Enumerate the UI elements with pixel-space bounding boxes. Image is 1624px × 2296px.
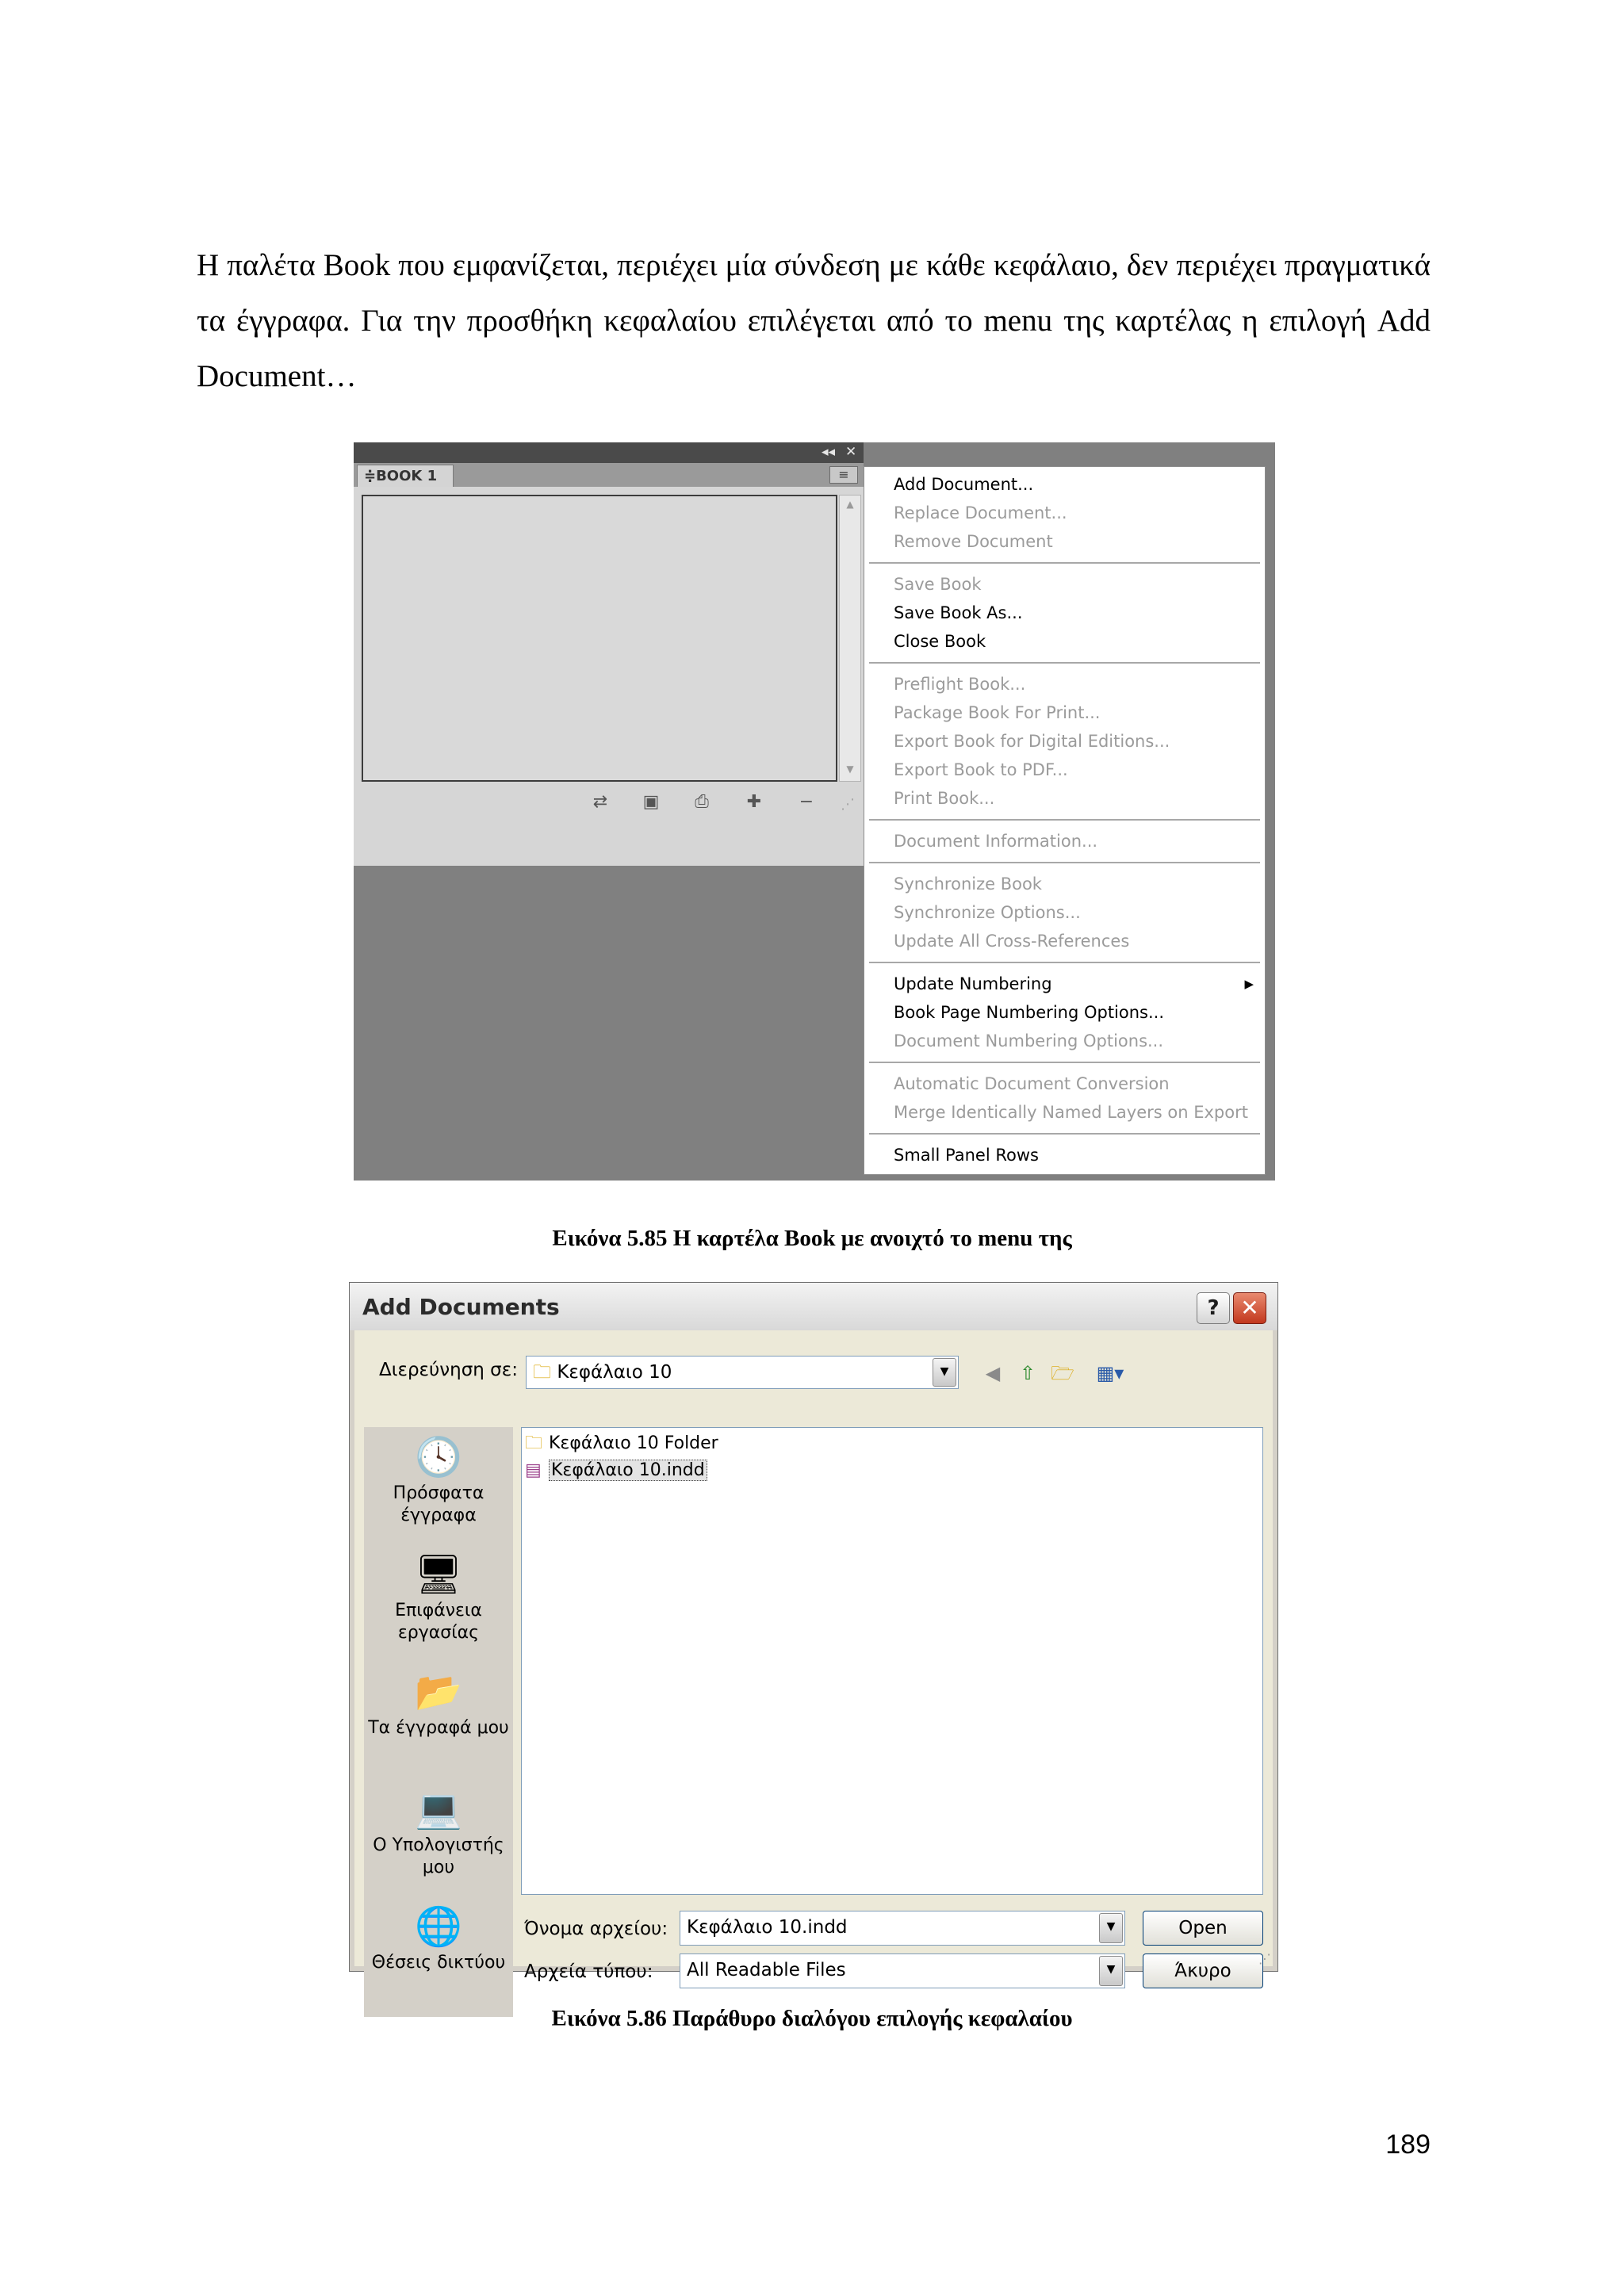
menu-separator (869, 562, 1260, 564)
open-button[interactable]: Open (1143, 1911, 1263, 1946)
menu-item (864, 898, 1265, 927)
add-documents-dialog (349, 1282, 1278, 1982)
dialog-title-bar (350, 1283, 1277, 1330)
menu-item (864, 527, 1265, 556)
chevron-down-icon[interactable]: ▼ (933, 1358, 956, 1387)
place-recent-documents[interactable]: 🕓 Πρόσφατα έγγραφα (364, 1435, 513, 1527)
recent-documents-icon: 🕓 (415, 1435, 462, 1479)
menu-item-label: Merge Identically Named Layers on Export (894, 1103, 1248, 1122)
resize-grip-icon[interactable]: ⋰ (1258, 1951, 1271, 1966)
look-in-value: Κεφάλαιο 10 (557, 1362, 672, 1383)
menu-item (864, 670, 1265, 698)
filename-value: Κεφάλαιο 10.indd (687, 1917, 848, 1938)
my-computer-icon: 💻 (415, 1787, 462, 1831)
help-button[interactable]: ? (1197, 1292, 1230, 1324)
desktop-icon: 🖥 (414, 1552, 463, 1597)
network-places-icon: 🌐 (415, 1904, 462, 1949)
menu-item-label: Automatic Document Conversion (894, 1074, 1170, 1093)
add-icon[interactable]: ✚ (746, 792, 762, 812)
collapse-icon[interactable]: ◂◂ (822, 444, 836, 460)
look-in-select[interactable] (526, 1356, 959, 1389)
menu-item (864, 727, 1265, 756)
new-folder-icon[interactable]: 🗁 (1051, 1362, 1074, 1384)
place-my-documents[interactable]: 📂 Τα έγγραφά μου (364, 1670, 513, 1739)
menu-separator (869, 819, 1260, 821)
menu-item-label: Small Panel Rows (894, 1146, 1039, 1165)
menu-item-label: Update All Cross-References (894, 932, 1130, 951)
chevron-down-icon[interactable]: ▼ (1099, 1913, 1123, 1943)
menu-item-label: Print Book... (894, 789, 995, 808)
menu-item-label: Add Document... (894, 475, 1034, 494)
close-icon[interactable]: ✕ (845, 444, 857, 460)
menu-item-label: Package Book For Print... (894, 703, 1101, 722)
sync-icon[interactable]: ⇄ (592, 792, 608, 812)
remove-icon[interactable]: − (799, 792, 814, 812)
book-panel-figure (354, 442, 1275, 1181)
back-icon[interactable]: ◀ (985, 1362, 1001, 1384)
chevron-down-icon[interactable]: ▼ (1099, 1956, 1123, 1986)
menu-item-label: Preflight Book... (894, 675, 1026, 694)
page-number: 189 (1385, 2130, 1431, 2160)
menu-item-label: Update Numbering (894, 974, 1052, 993)
submenu-arrow-icon: ▶ (1244, 977, 1254, 991)
folder-icon: 🗀 (533, 1362, 551, 1383)
menu-item-label: Document Numbering Options... (894, 1031, 1164, 1050)
menu-item-label: Export Book to PDF... (894, 760, 1068, 779)
menu-item[interactable] (864, 627, 1265, 656)
book-document-list[interactable] (362, 495, 837, 782)
menu-item-label: Export Book for Digital Editions... (894, 732, 1170, 751)
menu-item[interactable] (864, 970, 1265, 998)
filename-label: Όνομα αρχείου: (524, 1919, 668, 1939)
menu-item (864, 698, 1265, 727)
menu-item-label: Book Page Numbering Options... (894, 1003, 1165, 1022)
list-scrollbar[interactable] (839, 495, 861, 782)
folder-icon: 🗀 (525, 1433, 543, 1453)
menu-item (864, 1098, 1265, 1127)
resize-grip-icon[interactable]: ⋰ (841, 796, 855, 813)
close-button[interactable]: ✕ (1233, 1292, 1266, 1324)
place-network-places[interactable]: 🌐 Θέσεις δικτύου (364, 1904, 513, 1974)
tab-book-1[interactable]: ≑BOOK 1 (357, 465, 454, 487)
file-list[interactable] (521, 1427, 1263, 1895)
menu-item (864, 870, 1265, 898)
menu-item (864, 927, 1265, 955)
book-panel-body (354, 487, 864, 866)
place-desktop[interactable]: 🖥 Επιφάνεια εργασίας (364, 1552, 513, 1644)
cancel-button[interactable]: Άκυρο (1143, 1954, 1263, 1988)
menu-item-label: Remove Document (894, 532, 1053, 551)
filetype-value: All Readable Files (687, 1960, 846, 1980)
filetype-label: Αρχεία τύπου: (524, 1961, 653, 1982)
menu-separator (869, 862, 1260, 863)
figure-caption-1: Εικόνα 5.85 Η καρτέλα Book με ανοιχτό το menu της (552, 1226, 1072, 1251)
scroll-up-icon[interactable]: ▲ (846, 499, 854, 510)
list-item[interactable]: ▤ Κεφάλαιο 10.indd (525, 1458, 707, 1483)
menu-item-label: Document Information... (894, 832, 1098, 851)
look-in-label: Διερεύνηση σε: (379, 1360, 518, 1380)
place-my-computer[interactable]: 💻 Ο Υπολογιστής μου (364, 1787, 513, 1879)
menu-separator (869, 962, 1260, 963)
body-paragraph: Η παλέτα Book που εμφανίζεται, περιέχει μία σύνδεση με κάθε κεφάλαιο, δεν περιέχει πραγματικά τα έγγραφα. Για την προσθήκη κεφαλαίου επιλέγεται από το menu της καρτέλας η επιλογή Add Document… (197, 248, 1431, 393)
menu-item (864, 499, 1265, 527)
panel-tab-row (354, 463, 864, 488)
list-item[interactable]: 🗀 Κεφάλαιο 10 Folder (525, 1431, 718, 1456)
figure-caption-2: Εικόνα 5.86 Παράθυρο διαλόγου επιλογής κεφαλαίου (551, 2006, 1073, 2031)
print-icon[interactable]: ⎙ (695, 792, 709, 812)
menu-item (864, 1027, 1265, 1055)
menu-item (864, 756, 1265, 784)
panel-title-bar (354, 442, 864, 463)
filename-field[interactable] (680, 1911, 1125, 1946)
places-bar (364, 1427, 513, 2017)
menu-item (864, 1070, 1265, 1098)
menu-separator (869, 662, 1260, 664)
menu-item-label: Synchronize Options... (894, 903, 1081, 922)
views-menu-icon[interactable]: ▦▾ (1096, 1362, 1124, 1384)
menu-item[interactable] (864, 470, 1265, 499)
menu-item-label: Replace Document... (894, 503, 1067, 522)
filetype-select[interactable] (680, 1954, 1125, 1988)
menu-item-label: Close Book (894, 632, 986, 651)
scroll-down-icon[interactable]: ▼ (846, 763, 854, 775)
panel-menu-button[interactable]: ≡ (829, 466, 858, 484)
menu-separator (869, 1062, 1260, 1063)
menu-item[interactable] (864, 1141, 1265, 1169)
indesign-file-icon: ▤ (525, 1460, 542, 1480)
menu-separator (869, 1133, 1260, 1135)
dialog-title: Add Documents (362, 1294, 560, 1320)
my-documents-icon: 📂 (415, 1670, 462, 1714)
up-folder-icon[interactable]: ⇧ (1019, 1362, 1036, 1384)
menu-item[interactable] (864, 998, 1265, 1027)
menu-item (864, 570, 1265, 599)
menu-item-label: Save Book (894, 575, 982, 594)
dialog-body (354, 1330, 1273, 1982)
menu-item-label: Synchronize Book (894, 874, 1042, 894)
save-icon[interactable]: ▣ (642, 792, 660, 812)
menu-item[interactable] (864, 599, 1265, 627)
menu-item (864, 784, 1265, 813)
menu-item-label: Save Book As... (894, 603, 1023, 622)
panel-flyout-menu (864, 466, 1266, 1175)
menu-item (864, 827, 1265, 855)
